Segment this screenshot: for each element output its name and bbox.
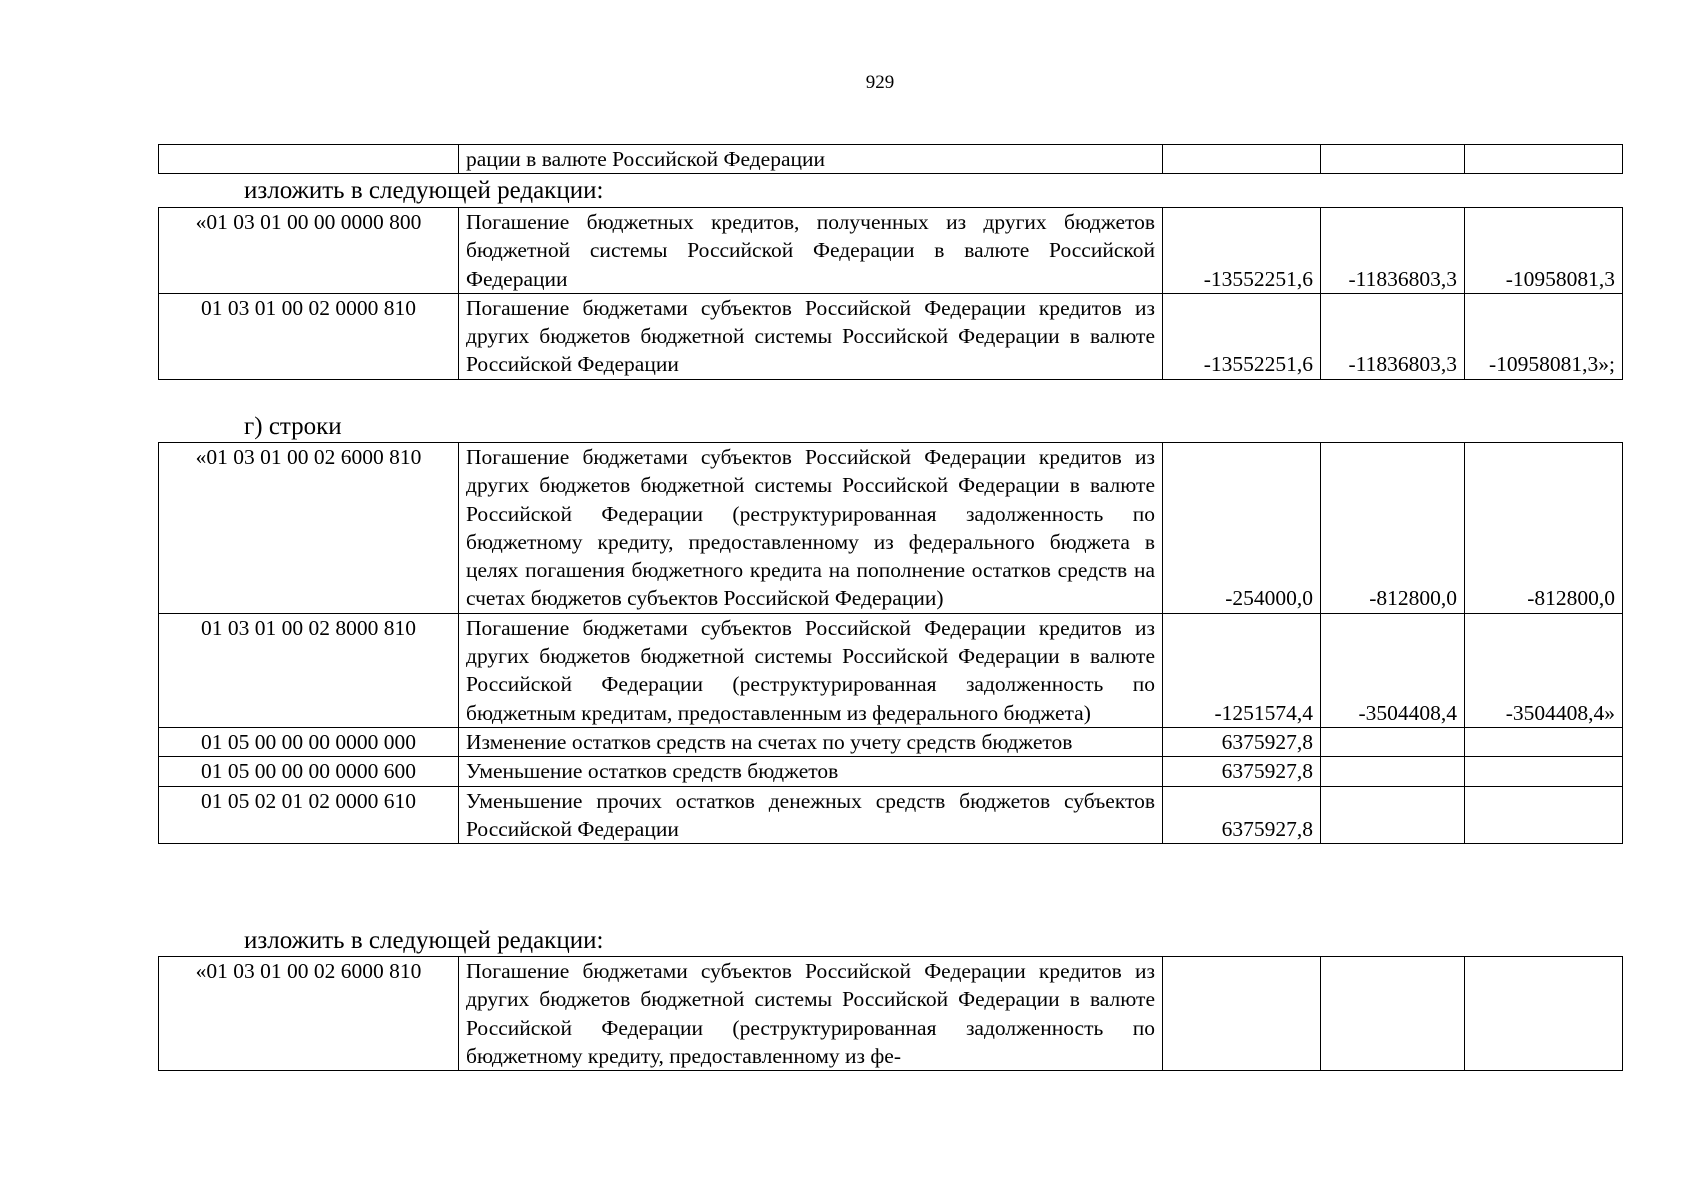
- row-value-cell: [1465, 786, 1623, 844]
- row-value-cell: -13552251,6: [1163, 293, 1321, 379]
- budget-table-new-wording-1: [158, 207, 1623, 380]
- row-description-cell: Погашение бюджетами субъектов Российской Федерации кредитов из других бюджетов бюджетной системы Российской Федерации в валюте Российской Федерации (реструктурированная задолженность по бюджетным кредитам, предоставленным из федерального бюджета): [459, 613, 1163, 727]
- row-value-cell: -812800,0: [1465, 443, 1623, 614]
- row-value-cell: [1163, 145, 1321, 174]
- row-code-cell: [159, 145, 459, 174]
- row-value-cell: [1321, 145, 1465, 174]
- budget-table-old-rows: [158, 442, 1623, 844]
- row-value-cell: [1321, 957, 1465, 1071]
- row-value-cell: 6375927,8: [1163, 757, 1321, 786]
- row-description-cell: Погашение бюджетами субъектов Российской Федерации кредитов из других бюджетов бюджетной системы Российской Федерации в валюте Российской Федерации: [459, 293, 1163, 379]
- row-code-cell: «01 03 01 00 02 6000 810: [159, 443, 459, 614]
- row-value-cell: -11836803,3: [1321, 293, 1465, 379]
- row-code-cell: 01 05 00 00 00 0000 000: [159, 727, 459, 756]
- row-description-cell: рации в валюте Российской Федерации: [459, 145, 1163, 174]
- budget-table-new-wording-2: [158, 956, 1623, 1071]
- table-row: [159, 208, 1623, 294]
- row-code-cell: 01 05 02 01 02 0000 610: [159, 786, 459, 844]
- row-value-cell: [1465, 757, 1623, 786]
- page-number: 929: [865, 72, 895, 93]
- row-description-cell: Погашение бюджетных кредитов, полученных из других бюджетов бюджетной системы Российской Федерации в валюте Российской Федерации: [459, 208, 1163, 294]
- table-row: [159, 786, 1623, 844]
- row-description-cell: Уменьшение прочих остатков денежных средств бюджетов субъектов Российской Федерации: [459, 786, 1163, 844]
- row-description-cell: Погашение бюджетами субъектов Российской Федерации кредитов из других бюджетов бюджетной системы Российской Федерации в валюте Российской Федерации (реструктурированная задолженность по бюджетному кредиту, предоставленному из фе-: [459, 957, 1163, 1071]
- table-row: [159, 293, 1623, 379]
- section-heading-new-wording: изложить в следующей редакции:: [244, 177, 604, 204]
- row-value-cell: 6375927,8: [1163, 727, 1321, 756]
- table-row: [159, 613, 1623, 727]
- table-row: [159, 757, 1623, 786]
- row-description-cell: Уменьшение остатков средств бюджетов: [459, 757, 1163, 786]
- row-code-cell: 01 03 01 00 02 0000 810: [159, 293, 459, 379]
- table-row: [159, 727, 1623, 756]
- row-value-cell: -10958081,3»;: [1465, 293, 1623, 379]
- table-row: [159, 957, 1623, 1071]
- row-value-cell: -3504408,4: [1321, 613, 1465, 727]
- row-value-cell: 6375927,8: [1163, 786, 1321, 844]
- row-value-cell: -11836803,3: [1321, 208, 1465, 294]
- row-description-cell: Погашение бюджетами субъектов Российской Федерации кредитов из других бюджетов бюджетной системы Российской Федерации в валюте Российской Федерации (реструктурированная задолженность по бюджетному кредиту, предоставленному из федерального бюджета в целях погашения бюджетного кредита на пополнение остатков средств на счетах бюджетов субъектов Российской Федерации): [459, 443, 1163, 614]
- row-code-cell: «01 03 01 00 00 0000 800: [159, 208, 459, 294]
- row-value-cell: [1465, 727, 1623, 756]
- row-description-cell: Изменение остатков средств на счетах по учету средств бюджетов: [459, 727, 1163, 756]
- row-value-cell: [1321, 727, 1465, 756]
- budget-table-continuation: [158, 144, 1623, 174]
- row-value-cell: -3504408,4»: [1465, 613, 1623, 727]
- row-value-cell: [1321, 786, 1465, 844]
- row-value-cell: -10958081,3: [1465, 208, 1623, 294]
- row-value-cell: [1465, 145, 1623, 174]
- row-value-cell: -812800,0: [1321, 443, 1465, 614]
- row-value-cell: -254000,0: [1163, 443, 1321, 614]
- row-value-cell: -13552251,6: [1163, 208, 1321, 294]
- row-code-cell: «01 03 01 00 02 6000 810: [159, 957, 459, 1071]
- section-heading-new-wording-2: изложить в следующей редакции:: [244, 927, 604, 954]
- row-code-cell: 01 03 01 00 02 8000 810: [159, 613, 459, 727]
- row-value-cell: [1321, 757, 1465, 786]
- table-row: [159, 443, 1623, 614]
- row-value-cell: [1163, 957, 1321, 1071]
- row-value-cell: [1465, 957, 1623, 1071]
- row-code-cell: 01 05 00 00 00 0000 600: [159, 757, 459, 786]
- table-row: [159, 145, 1623, 174]
- row-value-cell: -1251574,4: [1163, 613, 1321, 727]
- section-heading-rows-g: г) строки: [244, 413, 342, 440]
